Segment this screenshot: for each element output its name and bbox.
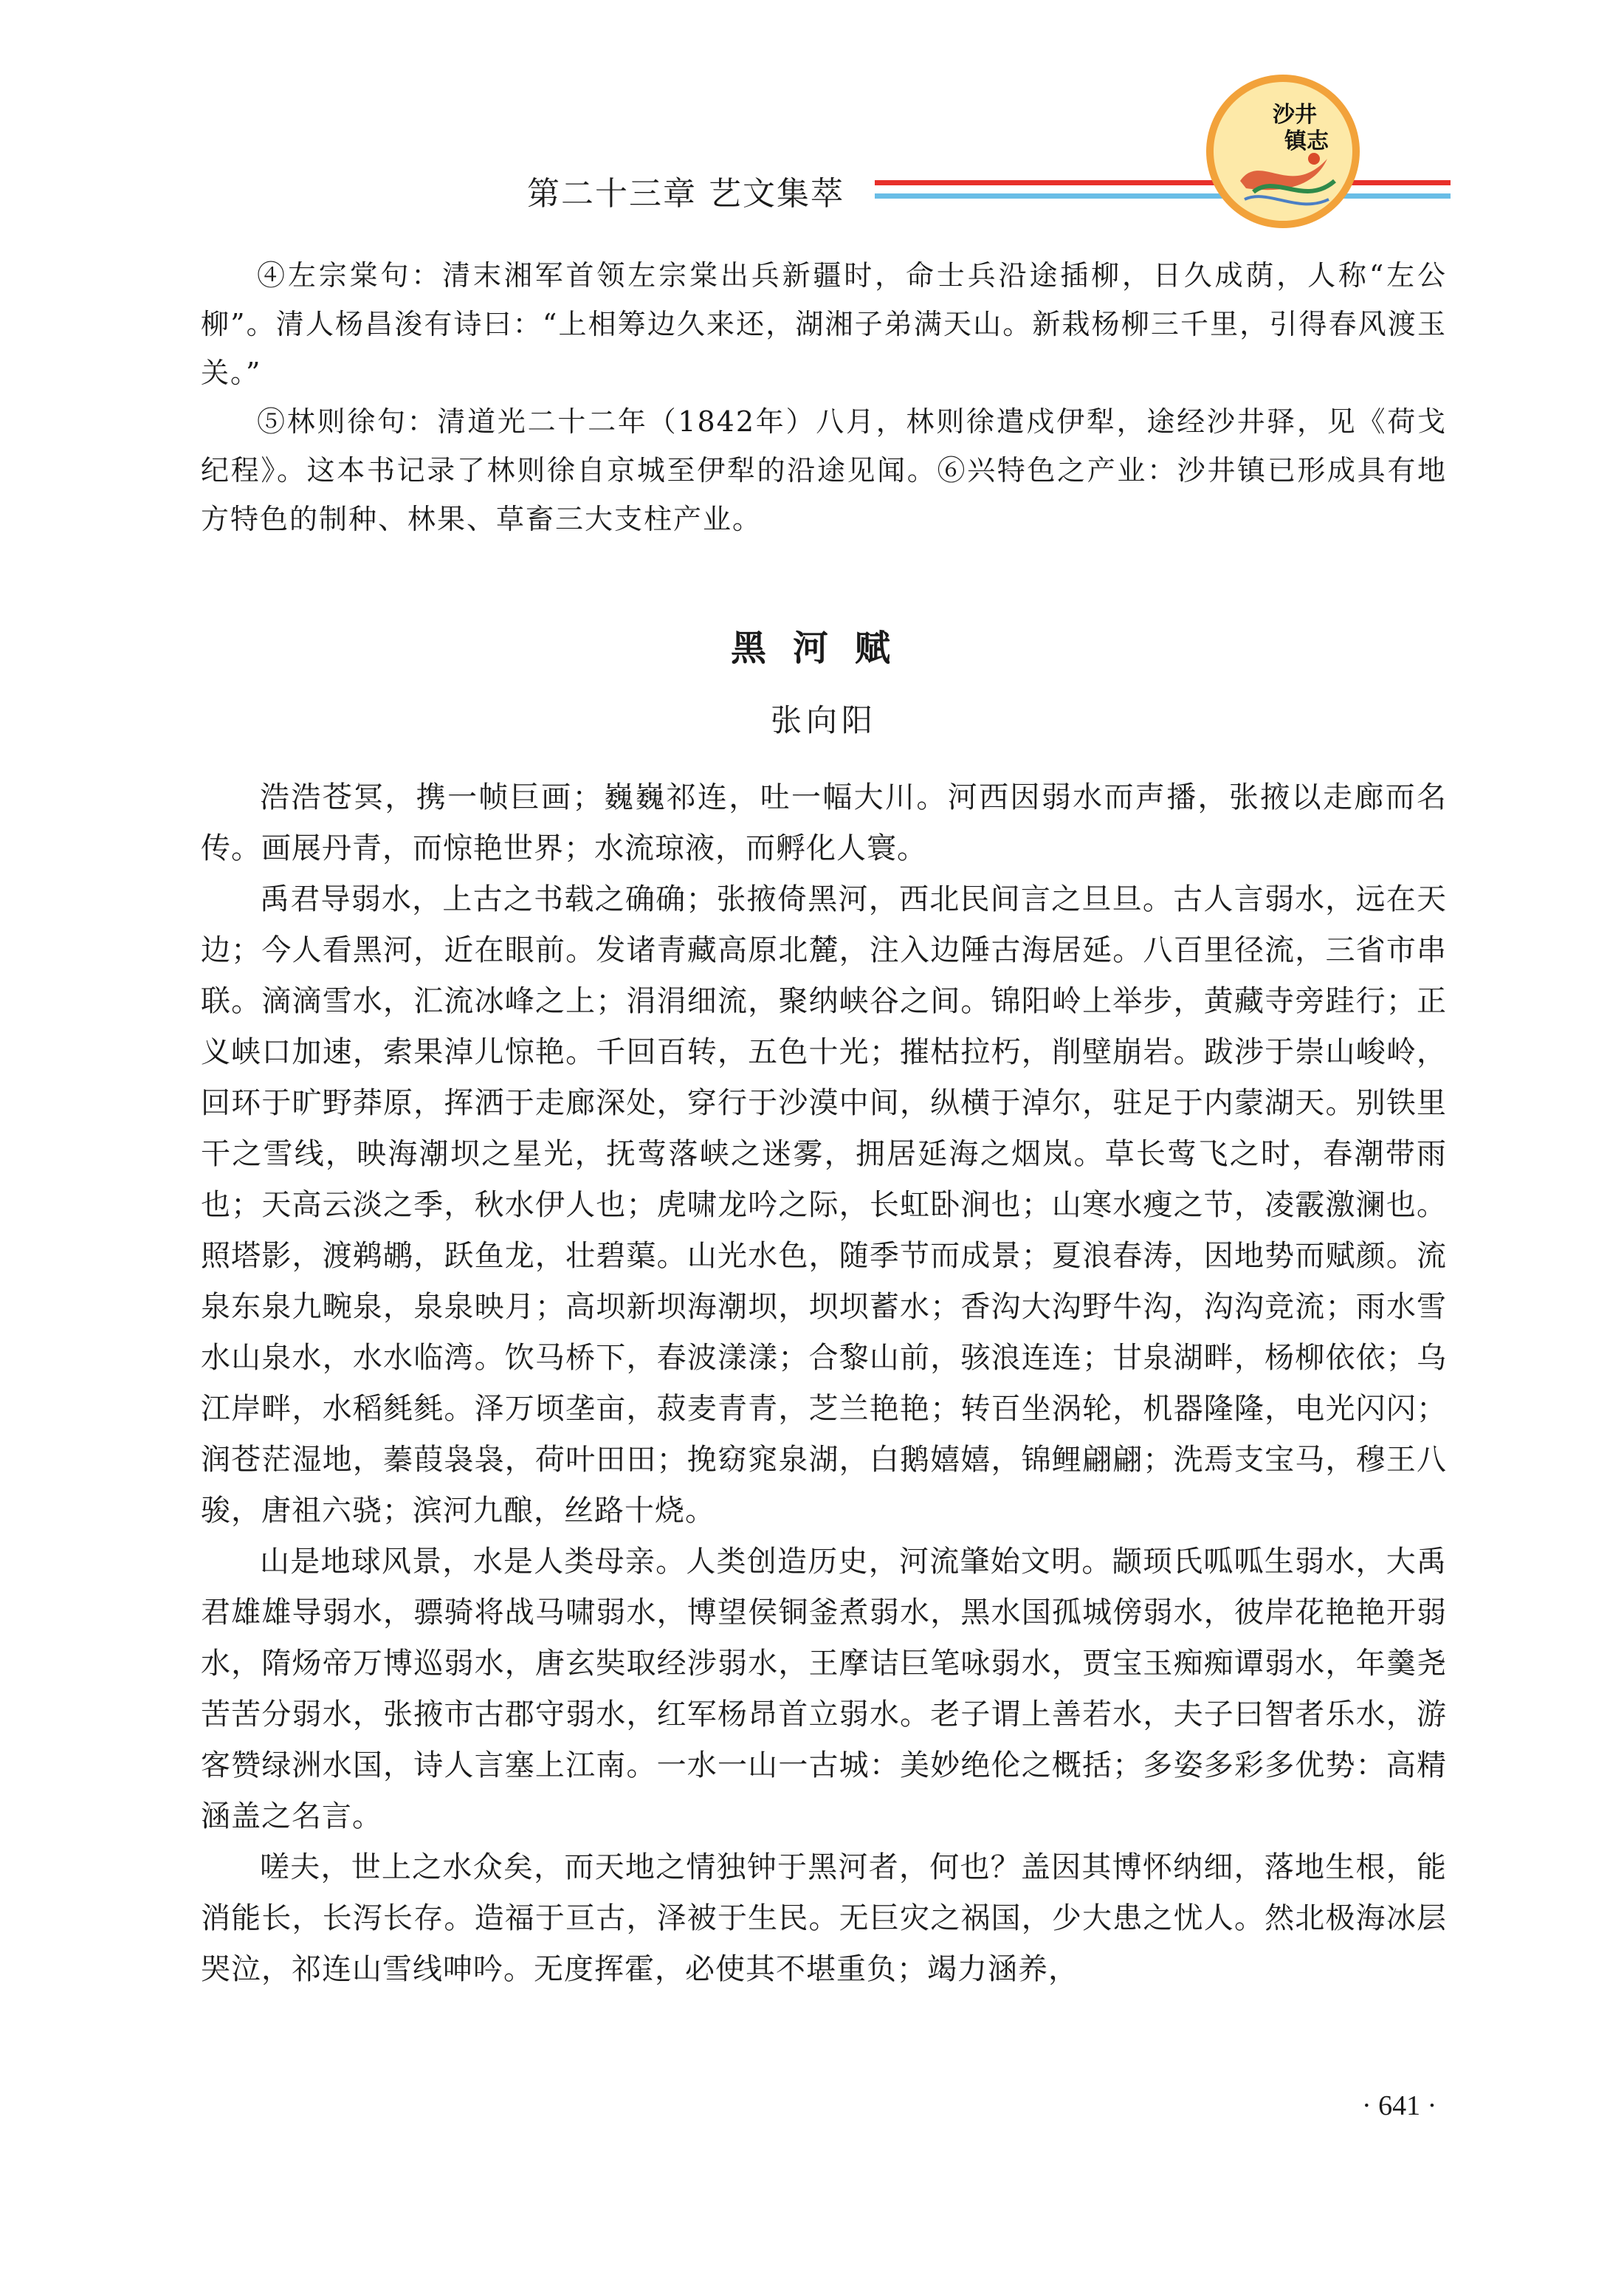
essay-paragraph: 嗟夫，世上之水众矣，而天地之情独钟于黑河者，何也？盖因其博怀纳细，落地生根，能消能长，长泻长存。造福于亘古，泽被于生民。无巨灾之祸国，少大患之忧人。然北极海冰层哭泣，祁连山雪线呻吟。无度挥霍，必使其不堪重负；竭力涵养， — [201, 1850, 1447, 1986]
footnote-5-6: ⑤林则徐句：清道光二十二年（1842年）八月，林则徐遣戍伊犁，途经沙井驿，见《荷戈纪程》。这本书记录了林则徐自京城至伊犁的沿途见闻。⑥兴特色之产业：沙井镇已形成具有地方特色的制种、林果、草畜三大支柱产业。 — [201, 405, 1447, 535]
page-header — [0, 0, 1624, 222]
header-rule-blue — [875, 193, 1451, 199]
essay-paragraph: 禹君导弱水，上古之书载之确确；张掖倚黑河，西北民间言之旦旦。古人言弱水，远在天边；今人看黑河，近在眼前。发诸青藏高原北麓，注入边陲古海居延。八百里径流，三省市串联。滴滴雪水，汇流冰峰之上；涓涓细流，聚纳峡谷之间。锦阳岭上举步，黄藏寺旁跬行；正义峡口加速，索果淖儿惊艳。千回百转，五色十光；摧枯拉朽，削壁崩岩。跋涉于崇山峻岭，回环于旷野莽原，挥洒于走廊深处，穿行于沙漠中间，纵横于淖尔，驻足于内蒙湖天。别铁里干之雪线，映海潮坝之星光，抚莺落峡之迷雾，拥居延海之烟岚。草长莺飞之时，春潮带雨也；天高云淡之季，秋水伊人也；虎啸龙吟之际，长虹卧涧也；山寒水瘦之节，凌霰激澜也。照塔影，渡鹈鹕，跃鱼龙，壮碧蕖。山光水色，随季节而成景；夏浪春涛，因地势而赋颜。流泉东泉九畹泉，泉泉映月；高坝新坝海潮坝，坝坝蓄水；香沟大沟野牛沟，沟沟竞流；雨水雪水山泉水，水水临湾。饮马桥下，春波漾漾；合黎山前，骇浪连连；甘泉湖畔，杨柳依依；乌江岸畔，水稻毵毵。泽万顷垄亩，菽麦青青，芝兰艳艳；转百坐涡轮，机器隆隆，电光闪闪；润苍茫湿地，蓁葭袅袅，荷叶田田；挽窈窕泉湖，白鹅嬉嬉，锦鲤翩翩；洗焉支宝马，穆王八骏，唐祖六骁；滨河九酿，丝路十烧。 — [201, 882, 1447, 1528]
essay-paragraph: 山是地球风景，水是人类母亲。人类创造历史，河流肇始文明。颛顼氏呱呱生弱水，大禹君雄雄导弱水，骠骑将战马啸弱水，博望侯铜釜煮弱水，黑水国孤城傍弱水，彼岸花艳艳开弱水，隋炀帝万博巡弱水，唐玄奘取经涉弱水，王摩诘巨笔咏弱水，贾宝玉痴痴谭弱水，年羹尧苦苦分弱水，张掖市古郡守弱水，红军杨昂首立弱水。老子谓上善若水，夫子曰智者乐水，游客赞绿洲水国，诗人言塞上江南。一水一山一古城：美妙绝伦之概括；多姿多彩多优势：高精涵盖之名言。 — [201, 1545, 1447, 1833]
footnotes — [201, 251, 1447, 543]
essay-paragraph: 浩浩苍冥，携一帧巨画；巍巍祁连，吐一幅大川。河西因弱水而声播，张掖以走廊而名传。画展丹青，而惊艳世界；水流琼液，而孵化人寰。 — [201, 780, 1447, 865]
chapter-title: 第二十三章 艺文集萃 — [527, 175, 844, 213]
phoenix-head-icon — [1308, 153, 1320, 165]
town-chronicle-emblem-logo — [1202, 70, 1364, 233]
essay-author: 张向阳 — [770, 702, 877, 738]
essay-body — [201, 772, 1447, 1995]
footnote-4-5: ④左宗棠句：清末湘军首领左宗棠出兵新疆时，命士兵沿途插柳，日久成荫，人称“左公柳”。清人杨昌浚有诗曰：“上相筹边久来还，湖湘子弟满天山。新栽杨柳三千里，引得春风渡玉关。” — [201, 259, 1447, 389]
page-content — [201, 251, 1447, 1995]
emblem-lettering: 沙井 — [1273, 102, 1317, 128]
header-rule-red — [875, 180, 1451, 185]
page-number: · 641 · — [1362, 2090, 1437, 2121]
essay-title: 黑河赋 — [730, 628, 917, 669]
emblem-lettering: 镇志 — [1284, 128, 1329, 154]
